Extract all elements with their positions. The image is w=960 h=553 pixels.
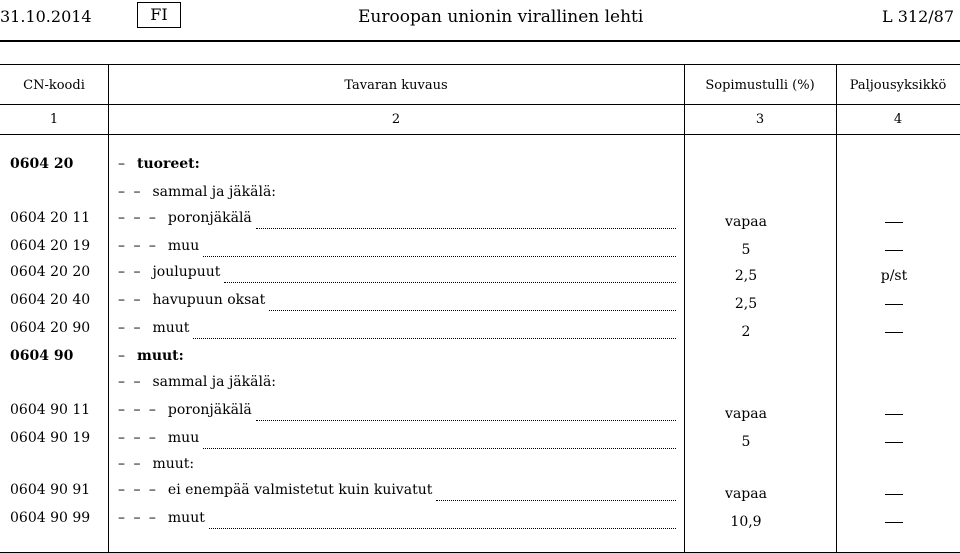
- leader-dots: [209, 510, 676, 529]
- column-header-duty: Sopimustulli (%): [705, 78, 815, 93]
- header-separator: [0, 104, 960, 105]
- description: [118, 238, 199, 254]
- cn-code: 0604 20 11: [10, 210, 91, 226]
- indent-dash: –: [118, 348, 127, 364]
- no-unit-dash: [885, 494, 903, 495]
- journal-title: Euroopan unionin virallinen lehti: [358, 7, 644, 27]
- description-label: sammal ja jäkälä:: [152, 184, 277, 200]
- supplementary-unit: [836, 434, 952, 450]
- table-row: [0, 348, 960, 374]
- description: [118, 264, 220, 280]
- description: [118, 402, 252, 418]
- description: [118, 292, 265, 308]
- description: [118, 482, 432, 498]
- duty-rate: 5: [741, 434, 751, 450]
- description-label: poronjäkälä: [167, 402, 252, 418]
- supplementary-unit: [836, 214, 952, 230]
- description-label: muut: [167, 510, 205, 526]
- cn-code: 0604 90 11: [10, 402, 91, 418]
- supplementary-unit: [836, 242, 952, 258]
- header-rule: [0, 40, 960, 42]
- no-unit-dash: [885, 332, 903, 333]
- description-label: muu: [167, 430, 200, 446]
- column-number-3: 3: [755, 112, 765, 127]
- indent-dash: – – –: [118, 430, 158, 446]
- table-row: [0, 210, 960, 236]
- description: [118, 374, 276, 390]
- description-label: sammal ja jäkälä:: [152, 374, 277, 390]
- page-header: [0, 0, 960, 34]
- leader-dots: [203, 430, 676, 449]
- indent-dash: – – –: [118, 238, 158, 254]
- indent-dash: – –: [118, 320, 143, 336]
- cn-code: 0604 20 90: [10, 320, 91, 336]
- no-unit-dash: [885, 522, 903, 523]
- description-label: ei enempää valmistetut kuin kuivatut: [167, 482, 433, 498]
- table-row: [0, 402, 960, 428]
- leader-dots: [436, 482, 676, 501]
- table-row: [0, 292, 960, 318]
- indent-dash: – – –: [118, 210, 158, 226]
- column-number-4: 4: [893, 112, 903, 127]
- description: [118, 210, 252, 226]
- description: [118, 348, 184, 364]
- leader-dots: [203, 238, 676, 257]
- cn-code: 0604 90 99: [10, 510, 91, 526]
- column-number-separator: [0, 134, 960, 135]
- leader-dots: [193, 320, 676, 339]
- duty-rate: 2,5: [734, 268, 758, 284]
- publication-date: 31.10.2014: [0, 7, 92, 26]
- table-row: [0, 184, 960, 210]
- table-row: [0, 238, 960, 264]
- description-label: muu: [167, 238, 200, 254]
- description-label: poronjäkälä: [167, 210, 252, 226]
- cn-code: 0604 90 19: [10, 430, 91, 446]
- cn-code: 0604 90: [10, 348, 74, 364]
- duty-rate: 2: [741, 324, 751, 340]
- supplementary-unit: p/st: [880, 268, 908, 284]
- tariff-table: [0, 64, 960, 553]
- duty-rate: 10,9: [730, 514, 762, 530]
- indent-dash: – –: [118, 264, 143, 280]
- table-row: [0, 156, 960, 182]
- no-unit-dash: [885, 222, 903, 223]
- column-header-description: Tavaran kuvaus: [344, 78, 448, 93]
- leader-dots: [256, 210, 676, 229]
- duty-rate: vapaa: [725, 486, 767, 502]
- supplementary-unit: [836, 514, 952, 530]
- leader-dots: [224, 264, 676, 283]
- indent-dash: – –: [118, 456, 143, 472]
- description: [118, 156, 200, 172]
- cn-code: 0604 20 20: [10, 264, 91, 280]
- column-header-unit: Paljousyksikkö: [849, 78, 947, 93]
- column-number-1: 1: [49, 112, 59, 127]
- duty-rate: 5: [741, 242, 751, 258]
- table-row: [0, 264, 960, 290]
- indent-dash: –: [118, 156, 127, 172]
- description-label: muut:: [152, 456, 195, 472]
- table-row: [0, 320, 960, 346]
- description-label: havupuun oksat: [152, 292, 266, 308]
- cn-code: 0604 20 19: [10, 238, 91, 254]
- indent-dash: – – –: [118, 510, 158, 526]
- description-label: muut:: [137, 348, 184, 364]
- supplementary-unit: [836, 324, 952, 340]
- description-label: muut: [152, 320, 190, 336]
- no-unit-dash: [885, 250, 903, 251]
- table-top-border: [0, 64, 960, 65]
- table-row: [0, 456, 960, 482]
- column-header-cn-code: CN-koodi: [23, 78, 85, 93]
- leader-dots: [269, 292, 676, 311]
- table-row: [0, 510, 960, 536]
- description-label: joulupuut: [152, 264, 221, 280]
- description: [118, 430, 199, 446]
- page-reference: L 312/87: [882, 7, 954, 26]
- indent-dash: – –: [118, 292, 143, 308]
- indent-dash: – – –: [118, 482, 158, 498]
- cn-code: 0604 20: [10, 156, 74, 172]
- description-label: tuoreet:: [137, 156, 200, 172]
- cn-code: 0604 20 40: [10, 292, 91, 308]
- table-row: [0, 430, 960, 456]
- no-unit-dash: [885, 414, 903, 415]
- indent-dash: – –: [118, 374, 143, 390]
- duty-rate: vapaa: [725, 214, 767, 230]
- description: [118, 184, 276, 200]
- indent-dash: – – –: [118, 402, 158, 418]
- duty-rate: 2,5: [734, 296, 758, 312]
- language-badge: FI: [137, 2, 181, 28]
- indent-dash: – –: [118, 184, 143, 200]
- description: [118, 510, 205, 526]
- description: [118, 456, 194, 472]
- table-row: [0, 482, 960, 508]
- description: [118, 320, 189, 336]
- supplementary-unit: [836, 406, 952, 422]
- no-unit-dash: [885, 442, 903, 443]
- leader-dots: [256, 402, 676, 421]
- duty-rate: vapaa: [725, 406, 767, 422]
- no-unit-dash: [885, 304, 903, 305]
- supplementary-unit: [836, 296, 952, 312]
- cn-code: 0604 90 91: [10, 482, 91, 498]
- table-row: [0, 374, 960, 400]
- supplementary-unit: [836, 486, 952, 502]
- column-number-2: 2: [391, 112, 401, 127]
